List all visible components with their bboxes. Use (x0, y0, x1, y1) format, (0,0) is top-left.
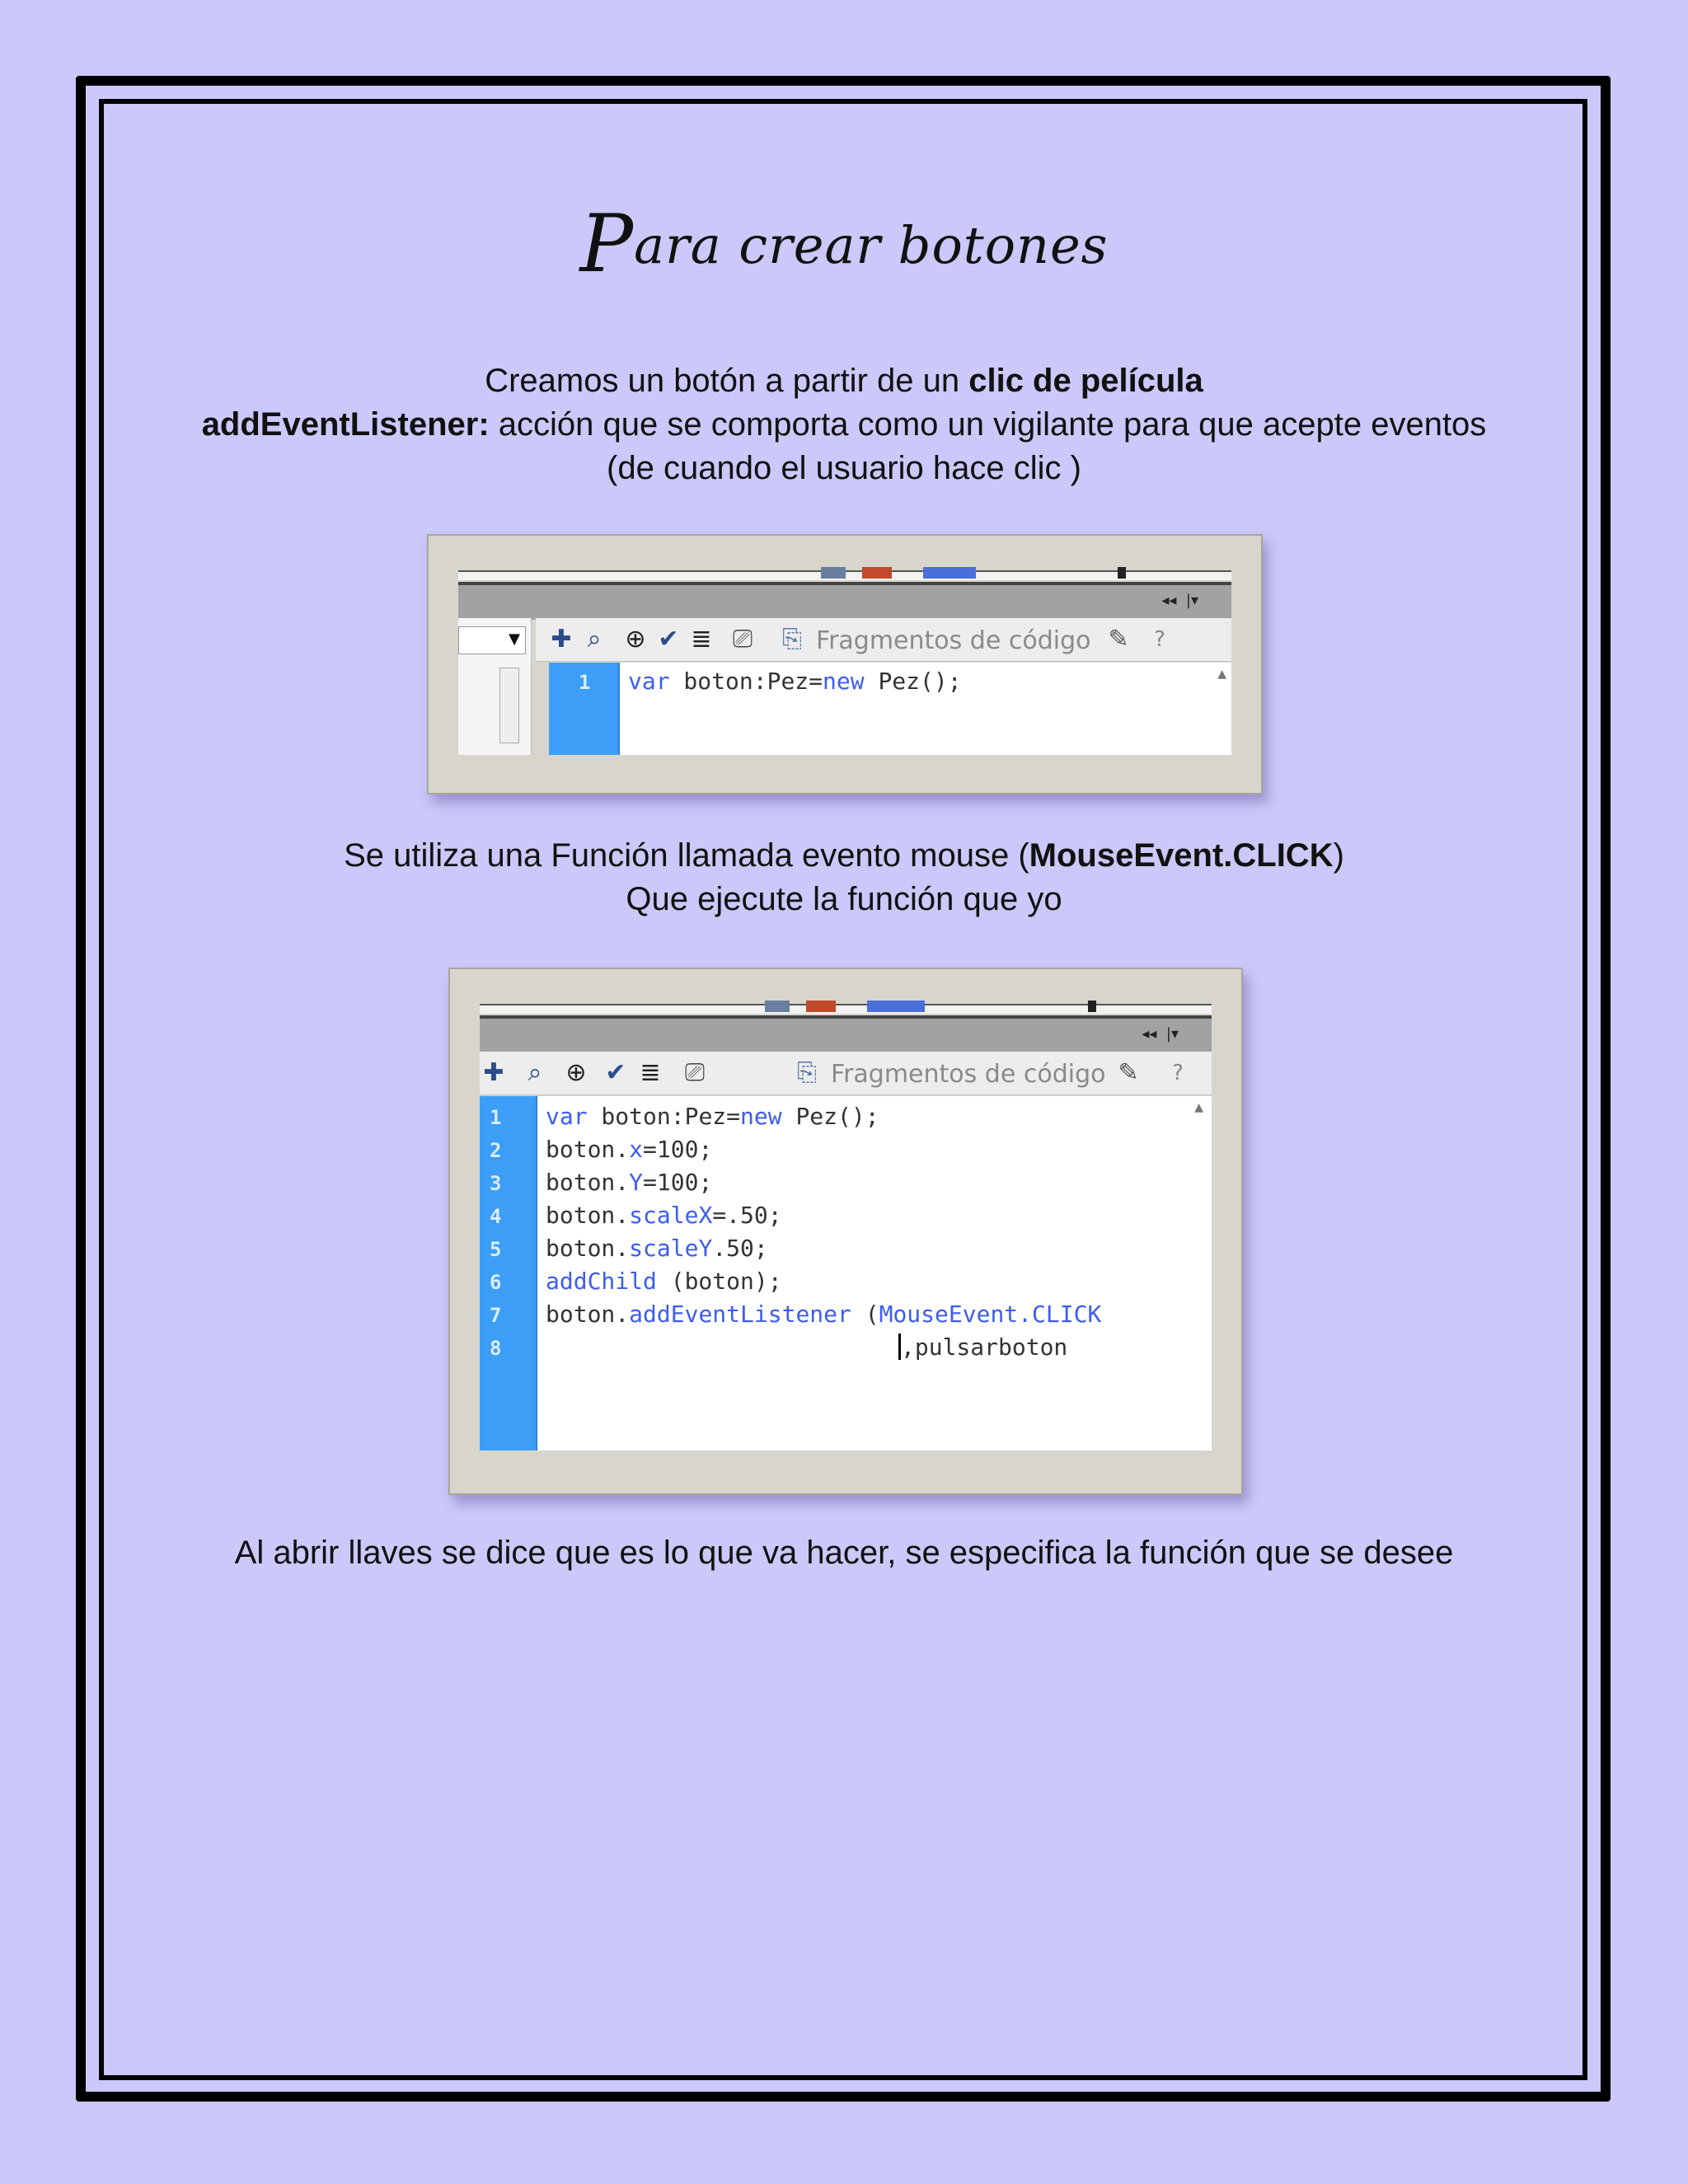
scroll-up-icon[interactable]: ▲ (1217, 668, 1226, 681)
line-number-gutter (549, 663, 620, 755)
line-number: 5 (490, 1238, 502, 1261)
actions-toolbar (536, 618, 1231, 662)
intro-line1-text: Creamos un botón a partir de un (485, 363, 969, 399)
code-keyword: scaleY (629, 1235, 713, 1262)
code-screenshot-2 (448, 968, 1243, 1495)
code-text: boton. (546, 1169, 630, 1196)
line-number: 2 (490, 1139, 502, 1162)
snippets-icon[interactable]: ⎘ (782, 625, 802, 654)
code-keyword: addEventListener (629, 1301, 851, 1328)
panel-dropdown-arrow (1088, 1001, 1096, 1012)
actions-toolbar (480, 1052, 1212, 1095)
middle-line1-bold: MouseEvent.CLICK (1029, 837, 1334, 874)
code-hint-icon[interactable]: ⎚ (733, 625, 753, 654)
code-keyword: Y (629, 1169, 644, 1196)
chevron-down-icon: ▼ (509, 630, 520, 648)
line-number: 1 (579, 671, 591, 694)
code-text: =100; (643, 1169, 713, 1196)
title-initial: P (579, 198, 635, 290)
code-line-3 (546, 1169, 712, 1196)
code-keyword: scaleX (629, 1202, 713, 1229)
add-script-icon[interactable]: ✚ (483, 1058, 504, 1087)
panel-tab-icon (821, 567, 846, 579)
panel-dropdown-arrow (1118, 567, 1126, 579)
page-title (0, 198, 1688, 290)
code-editor-1[interactable] (549, 663, 1231, 755)
snippets-label[interactable]: Fragmentos de código (831, 1060, 1106, 1089)
middle-line1-text: Se utiliza una Función llamada evento mouse ( (344, 837, 1029, 874)
insert-target-icon[interactable]: ⊕ (625, 625, 646, 654)
code-line-1 (628, 668, 962, 695)
insert-target-icon[interactable]: ⊕ (565, 1058, 587, 1087)
actions-dropdown[interactable] (458, 626, 526, 654)
code-keyword: x (629, 1136, 644, 1163)
actions-scrollbar[interactable] (499, 668, 519, 743)
code-text: Pez(); (864, 668, 962, 695)
code-keyword: addChild (546, 1268, 657, 1295)
window-top-strip (480, 1004, 1212, 1014)
title-rest: ara crear botones (634, 215, 1109, 275)
snippets-label[interactable]: Fragmentos de código (816, 626, 1091, 655)
line-number: 6 (490, 1271, 502, 1294)
code-keyword: var (546, 1103, 588, 1130)
closing-paragraph: Al abrir llaves se dice que es lo que va hacer, se especifica la función que se desee (234, 1535, 1454, 1571)
line-number-gutter (480, 1096, 537, 1451)
auto-format-icon[interactable]: ≣ (640, 1058, 661, 1087)
intro-line2-text: acción que se comporta como un vigilante para que acepte eventos (de cuando el usuario hace clic ) (489, 406, 1487, 486)
scroll-up-icon[interactable]: ▲ (1194, 1101, 1203, 1114)
code-text: boton. (546, 1235, 630, 1262)
panel-title-bar (458, 582, 1231, 620)
check-syntax-icon[interactable]: ✔ (605, 1058, 626, 1087)
panel-tab-icon (862, 567, 892, 579)
collapse-icon[interactable]: ◂◂ |▾ (1142, 1025, 1179, 1043)
code-text: .50; (712, 1235, 768, 1262)
help-icon[interactable]: ? (1172, 1061, 1184, 1085)
code-keyword: var (628, 668, 670, 695)
check-syntax-icon[interactable]: ✔ (658, 625, 679, 654)
code-keyword: new (740, 1103, 782, 1130)
code-text: =.50; (712, 1202, 782, 1229)
line-number: 7 (490, 1304, 502, 1327)
code-text: ( (851, 1301, 879, 1328)
code-line-5 (546, 1235, 768, 1262)
code-text: boton. (546, 1301, 630, 1328)
code-hint-icon[interactable]: ⎚ (685, 1058, 705, 1087)
code-text: ,pulsarboton (901, 1333, 1068, 1361)
panel-title-bar (480, 1015, 1212, 1053)
line-number: 3 (490, 1172, 502, 1195)
code-line-6 (546, 1268, 782, 1295)
window-top-strip (458, 570, 1231, 580)
code-text: (boton); (656, 1268, 782, 1295)
code-text: =100; (643, 1136, 713, 1163)
wand-icon[interactable]: ✎ (1108, 625, 1129, 654)
panel-tab-selected (867, 1001, 925, 1012)
find-icon[interactable]: ⌕ (587, 625, 602, 654)
add-script-icon[interactable]: ✚ (551, 625, 572, 654)
code-text: boton. (546, 1202, 630, 1229)
find-icon[interactable]: ⌕ (528, 1058, 542, 1087)
code-text: Pez(); (781, 1103, 879, 1130)
code-keyword: MouseEvent.CLICK (879, 1301, 1102, 1328)
code-editor-2[interactable] (480, 1096, 1212, 1451)
panel-tab-selected (923, 567, 976, 579)
code-keyword: new (823, 668, 865, 695)
code-text: boton. (546, 1136, 630, 1163)
code-line-8 (898, 1333, 1067, 1361)
middle-paragraph (198, 834, 1490, 921)
line-number: 1 (490, 1106, 502, 1129)
code-line-7 (546, 1301, 1101, 1328)
panel-tab-icon (765, 1001, 790, 1012)
collapse-icon[interactable]: ◂◂ |▾ (1161, 592, 1198, 609)
code-line-4 (546, 1202, 782, 1229)
intro-line2-bold: addEventListener: (201, 406, 490, 443)
panel-tab-icon (806, 1001, 836, 1012)
line-number: 8 (490, 1337, 502, 1360)
middle-line1-close: ) (1333, 837, 1344, 874)
middle-line2: Que ejecute la función que yo (626, 881, 1062, 917)
actions-panel (458, 618, 532, 755)
line-number: 4 (490, 1205, 502, 1228)
intro-line1-bold: clic de película (968, 363, 1203, 399)
code-text: boton:Pez= (669, 668, 823, 695)
code-screenshot-1 (427, 534, 1263, 794)
code-line-2 (546, 1136, 712, 1163)
intro-paragraph (198, 359, 1490, 490)
snippets-icon[interactable]: ⎘ (797, 1058, 817, 1087)
auto-format-icon[interactable]: ≣ (691, 625, 712, 654)
wand-icon[interactable]: ✎ (1118, 1058, 1139, 1087)
help-icon[interactable]: ? (1154, 627, 1165, 652)
code-text: boton:Pez= (587, 1103, 741, 1130)
code-line-1 (546, 1103, 879, 1130)
